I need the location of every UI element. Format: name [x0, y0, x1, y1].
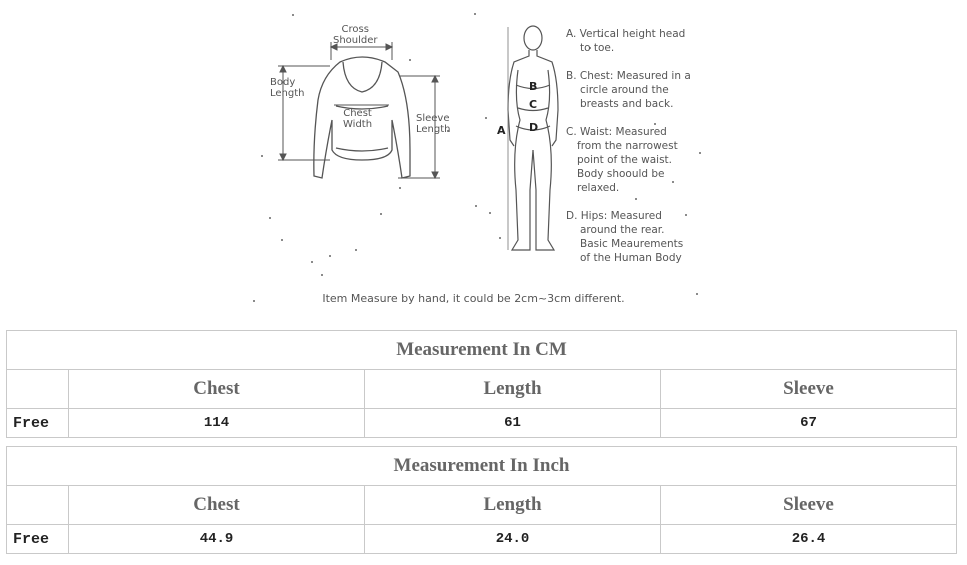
- note-a: A. Vertical height head to toe.: [566, 28, 686, 54]
- body-drawing: [508, 26, 558, 250]
- note-d: D. Hips: Measured around the rear. Basic Meaurements of the Human Body: [566, 210, 684, 264]
- note-b: B. Chest: Measured in a circle around the breasts and back.: [566, 70, 691, 110]
- table-inch: [6, 446, 957, 554]
- table-title-inch: Measurement In Inch: [7, 447, 957, 486]
- size-label: Free: [7, 409, 69, 438]
- body-point-a: A: [497, 124, 506, 137]
- column-header-sleeve: Sleeve: [661, 486, 957, 525]
- table-title-cm: Measurement In CM: [7, 331, 957, 370]
- body-point-c: C: [529, 98, 538, 111]
- measure-disclaimer: Item Measure by hand, it could be 2cm~3cm different.: [322, 292, 625, 305]
- chest-value: 44.9: [69, 525, 365, 554]
- body-length-label: Body Length: [270, 77, 305, 99]
- column-header-sleeve: Sleeve: [661, 370, 957, 409]
- column-header-length: Length: [365, 486, 661, 525]
- table-row: [7, 525, 957, 554]
- column-header-chest: Chest: [69, 486, 365, 525]
- body-point-d: D: [529, 121, 539, 134]
- column-header-chest: Chest: [69, 370, 365, 409]
- body-point-b: B: [529, 80, 538, 93]
- sleeve-value: 67: [661, 409, 957, 438]
- sleeve-value: 26.4: [661, 525, 957, 554]
- column-header-length: Length: [365, 370, 661, 409]
- length-value: 24.0: [365, 525, 661, 554]
- sleeve-length-label: Sleeve Length: [416, 113, 451, 135]
- table-row: [7, 409, 957, 438]
- cross-shoulder-label: Cross Shoulder: [333, 24, 378, 46]
- chest-width-label: Chest Width: [343, 108, 373, 130]
- chest-value: 114: [69, 409, 365, 438]
- length-value: 61: [365, 409, 661, 438]
- size-label: Free: [7, 525, 69, 554]
- table-corner-cell: [7, 486, 69, 525]
- table-corner-cell: [7, 370, 69, 409]
- note-c: C. Waist: Measured from the narrowest point of the waist. Body shoould be relaxed.: [566, 126, 678, 194]
- table-cm: [6, 330, 957, 438]
